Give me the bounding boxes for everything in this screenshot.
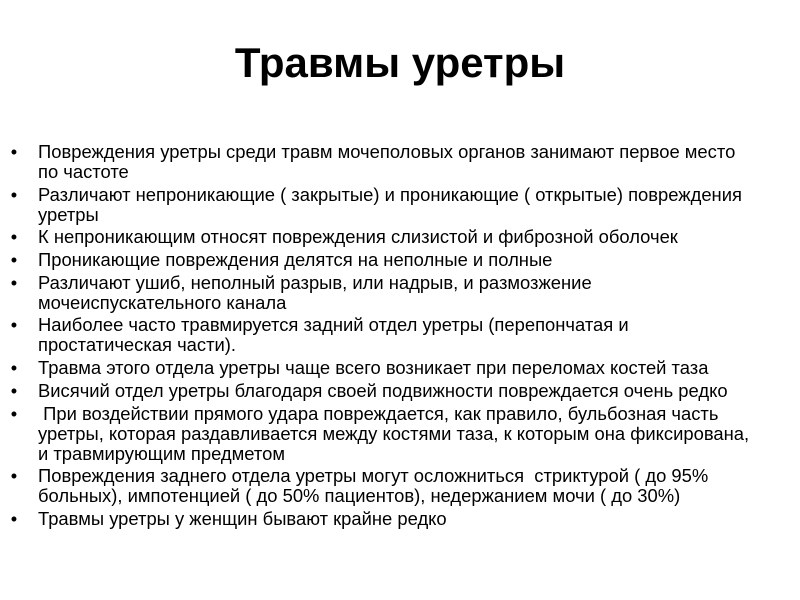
- bullet-text: Повреждения заднего отдела уретры могут осложниться стриктурой ( до 95% больных), импотенцией ( до 50% пациентов), недержанием мочи ( до 30%): [38, 465, 714, 507]
- bullet-text: Травма этого отдела уретры чаще всего возникает при переломах костей таза: [38, 357, 709, 379]
- bullet-icon: •: [10, 271, 18, 293]
- bullet-text: Проникающие повреждения делятся на неполные и полные: [38, 249, 553, 271]
- bullet-text: Травмы уретры у женщин бывают крайне редко: [38, 507, 447, 529]
- bullet-item: [0, 142, 800, 182]
- bullet-item: [0, 466, 800, 506]
- bullet-icon: •: [10, 141, 18, 162]
- bullet-icon: •: [10, 249, 18, 271]
- bullet-text: К непроникающим относят повреждения слизистой и фиброзной оболочек: [38, 226, 678, 248]
- bullet-text: Висячий отдел уретры благодаря своей подвижности повреждается очень редко: [38, 379, 728, 401]
- bullet-item: [0, 227, 800, 247]
- bullet-text: Различают ушиб, неполный разрыв, или надрыв, и размозжение мочеиспускательного канала: [38, 271, 592, 313]
- bullet-text: Различают непроникающие ( закрытые) и проникающие ( открытые) повреждения уретры: [38, 183, 742, 225]
- bullet-item: [0, 358, 800, 378]
- bullet-item: [0, 273, 800, 313]
- bullet-item: [0, 185, 800, 225]
- bullet-text: При воздействии прямого удара повреждается, как правило, бульбозная часть уретры, которая раздавливается между костями таза, к которым она фиксирована, и травмирующим предметом: [38, 402, 755, 464]
- bullet-icon: •: [10, 357, 18, 379]
- bullet-icon: •: [10, 314, 18, 336]
- bullet-item: [0, 250, 800, 270]
- bullet-item: [0, 509, 800, 529]
- bullet-text: Повреждения уретры среди травм мочеполовых органов занимают первое место по частоте: [38, 141, 736, 182]
- bullet-item: [0, 381, 800, 401]
- bullet-icon: •: [10, 183, 18, 205]
- slide-title: Травмы уретры: [234, 39, 566, 86]
- bullet-icon: •: [10, 507, 18, 529]
- bullet-item: [0, 404, 800, 464]
- bullet-icon: •: [10, 465, 18, 487]
- bullet-icon: •: [10, 226, 18, 248]
- bullet-icon: •: [10, 379, 18, 401]
- bullet-item: [0, 315, 800, 355]
- bullet-list: [0, 142, 800, 532]
- bullet-text: Наиболее часто травмируется задний отдел уретры (перепончатая и простатическая части).: [38, 314, 629, 356]
- bullet-icon: •: [10, 402, 18, 424]
